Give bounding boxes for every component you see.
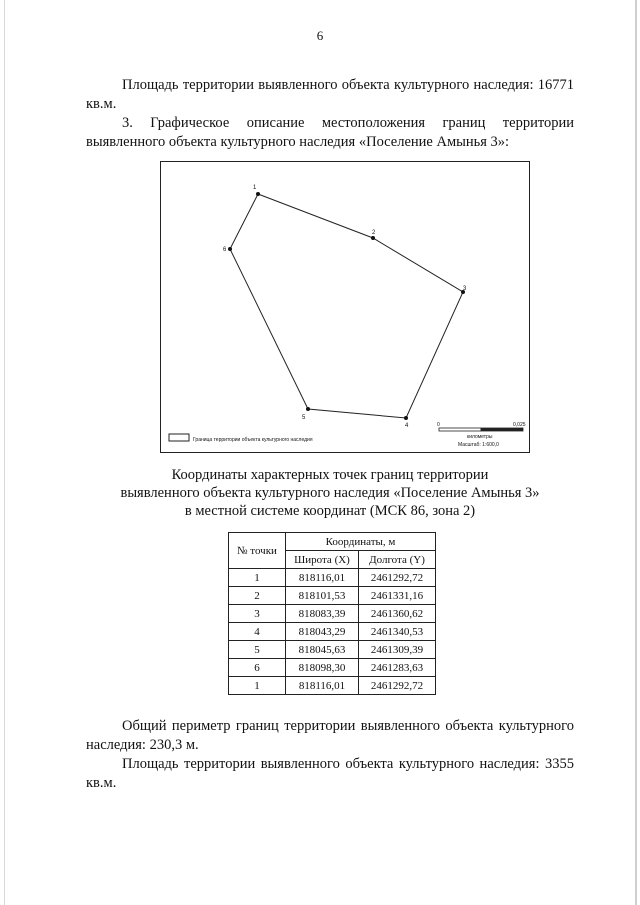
coordinates-caption	[86, 466, 574, 520]
scale-bar-segment-2	[481, 428, 523, 431]
header-longitude-y: Долгота (Y)	[359, 551, 436, 569]
table-row	[229, 605, 436, 623]
table-row	[229, 659, 436, 677]
caption-line-3: в местной системе координат (МСК 86, зона 2)	[184, 503, 476, 519]
cell-longitude-y: 2461331,16	[359, 587, 436, 605]
map-legend	[169, 434, 313, 443]
scale-bar-segment-1	[439, 428, 481, 431]
cell-point-number: 1	[229, 569, 286, 587]
header-coordinates: Координаты, м	[286, 533, 436, 551]
scan-edge-left	[4, 0, 5, 905]
cell-latitude-x: 818101,53	[286, 587, 359, 605]
scale-ratio-label: Масштаб: 1:600,0	[458, 442, 499, 448]
cell-point-number: 4	[229, 623, 286, 641]
area-paragraph-1: Площадь территории выявленного объекта культурного наследия: 16771 кв.м.	[86, 77, 574, 112]
cell-longitude-y: 2461283,63	[359, 659, 436, 677]
cell-longitude-y: 2461340,53	[359, 623, 436, 641]
cell-longitude-y: 2461309,39	[359, 641, 436, 659]
cell-latitude-x: 818116,01	[286, 569, 359, 587]
header-point-number: № точки	[229, 533, 286, 569]
table-row	[229, 641, 436, 659]
scale-unit-label: километры	[467, 434, 493, 440]
cell-point-number: 6	[229, 659, 286, 677]
scale-bar	[437, 422, 526, 448]
caption-line-1: Координаты характерных точек границ территории	[171, 467, 489, 483]
cell-latitude-x: 818116,01	[286, 677, 359, 695]
cell-point-number: 1	[229, 677, 286, 695]
cell-longitude-y: 2461292,72	[359, 569, 436, 587]
table-row	[229, 587, 436, 605]
cell-latitude-x: 818098,30	[286, 659, 359, 677]
scale-max-label: 0,025	[513, 422, 526, 428]
point-label-5: 5	[302, 415, 306, 421]
boundary-point-1	[256, 192, 260, 196]
table-row	[229, 623, 436, 641]
boundary-points	[228, 192, 465, 420]
boundary-map-svg	[161, 162, 529, 452]
boundary-map	[160, 161, 530, 453]
section-3-paragraph: 3. Графическое описание местоположения границ территории выявленного объекта культурного наследия «Поселение Амынья 3»:	[86, 115, 574, 150]
boundary-point-6	[228, 247, 232, 251]
boundary-polygon	[230, 194, 463, 418]
boundary-point-4	[404, 416, 408, 420]
caption-line-2: выявленного объекта культурного наследия «Поселение Амынья 3»	[120, 485, 540, 501]
cell-point-number: 5	[229, 641, 286, 659]
cell-latitude-x: 818043,29	[286, 623, 359, 641]
boundary-point-2	[371, 236, 375, 240]
table-row	[229, 677, 436, 695]
cell-longitude-y: 2461360,62	[359, 605, 436, 623]
cell-latitude-x: 818083,39	[286, 605, 359, 623]
scale-zero-label: 0	[437, 422, 440, 428]
scan-edge-right	[635, 0, 637, 905]
cell-point-number: 2	[229, 587, 286, 605]
cell-longitude-y: 2461292,72	[359, 677, 436, 695]
point-label-3: 3	[463, 286, 467, 292]
header-latitude-x: Широта (X)	[286, 551, 359, 569]
legend-swatch	[169, 434, 189, 441]
perimeter-paragraph: Общий периметр границ территории выявленного объекта культурного наследия: 230,3 м.	[86, 718, 574, 753]
cell-latitude-x: 818045,63	[286, 641, 359, 659]
point-label-1: 1	[253, 185, 257, 191]
cell-point-number: 3	[229, 605, 286, 623]
coordinates-table	[228, 532, 436, 695]
table-row	[229, 569, 436, 587]
legend-text: Граница территории объекта культурного наследия	[193, 437, 313, 443]
area-paragraph-2: Площадь территории выявленного объекта культурного наследия: 3355 кв.м.	[86, 756, 574, 791]
point-label-6: 6	[223, 247, 227, 253]
boundary-point-5	[306, 407, 310, 411]
point-label-2: 2	[372, 230, 376, 236]
point-label-4: 4	[405, 423, 409, 429]
page-number: 6	[316, 28, 324, 43]
